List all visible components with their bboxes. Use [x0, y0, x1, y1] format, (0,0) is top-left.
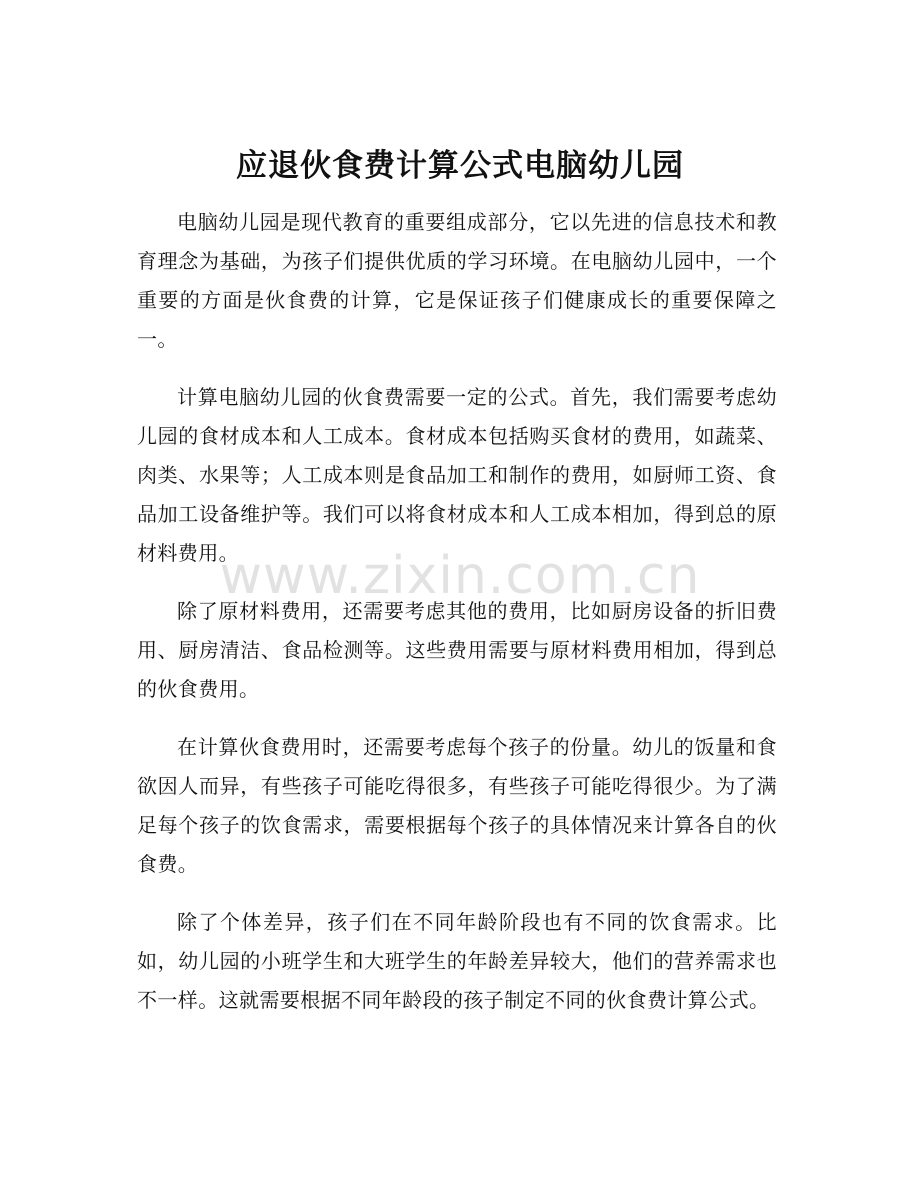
paragraph-5: 除了个体差异，孩子们在不同年龄阶段也有不同的饮食需求。比如，幼儿园的小班学生和大班学生的年龄差异较大，他们的营养需求也不一样。这就需要根据不同年龄段的孩子制定不同的伙食费计算公式。 — [137, 910, 777, 1012]
paragraph-4: 在计算伙食费用时，还需要考虑每个孩子的份量。幼儿的饭量和食欲因人而异，有些孩子可能吃得很多，有些孩子可能吃得很少。为了满足每个孩子的饮食需求，需要根据每个孩子的具体情况来计算各自的伙食费。 — [137, 735, 777, 876]
document-body — [137, 203, 777, 1039]
watermark: www.zixin.com.cn — [219, 546, 701, 606]
document-title: 应退伙食费计算公式电脑幼儿园 — [236, 148, 684, 184]
paragraph-1: 电脑幼儿园是现代教育的重要组成部分，它以先进的信息技术和教育理念为基础，为孩子们提供优质的学习环境。在电脑幼儿园中，一个重要的方面是伙食费的计算，它是保证孩子们健康成长的重要保障之一。 — [137, 210, 777, 351]
paragraph-3: 除了原材料费用，还需要考虑其他的费用，比如厨房设备的折旧费用、厨房清洁、食品检测等。这些费用需要与原材料费用相加，得到总的伙食费用。 — [137, 599, 777, 701]
paragraph-2: 计算电脑幼儿园的伙食费需要一定的公式。首先，我们需要考虑幼儿园的食材成本和人工成本。食材成本包括购买食材的费用，如蔬菜、肉类、水果等；人工成本则是食品加工和制作的费用，如厨师工资、食品加工设备维护等。我们可以将食材成本和人工成本相加，得到总的原材料费用。 — [137, 385, 777, 565]
